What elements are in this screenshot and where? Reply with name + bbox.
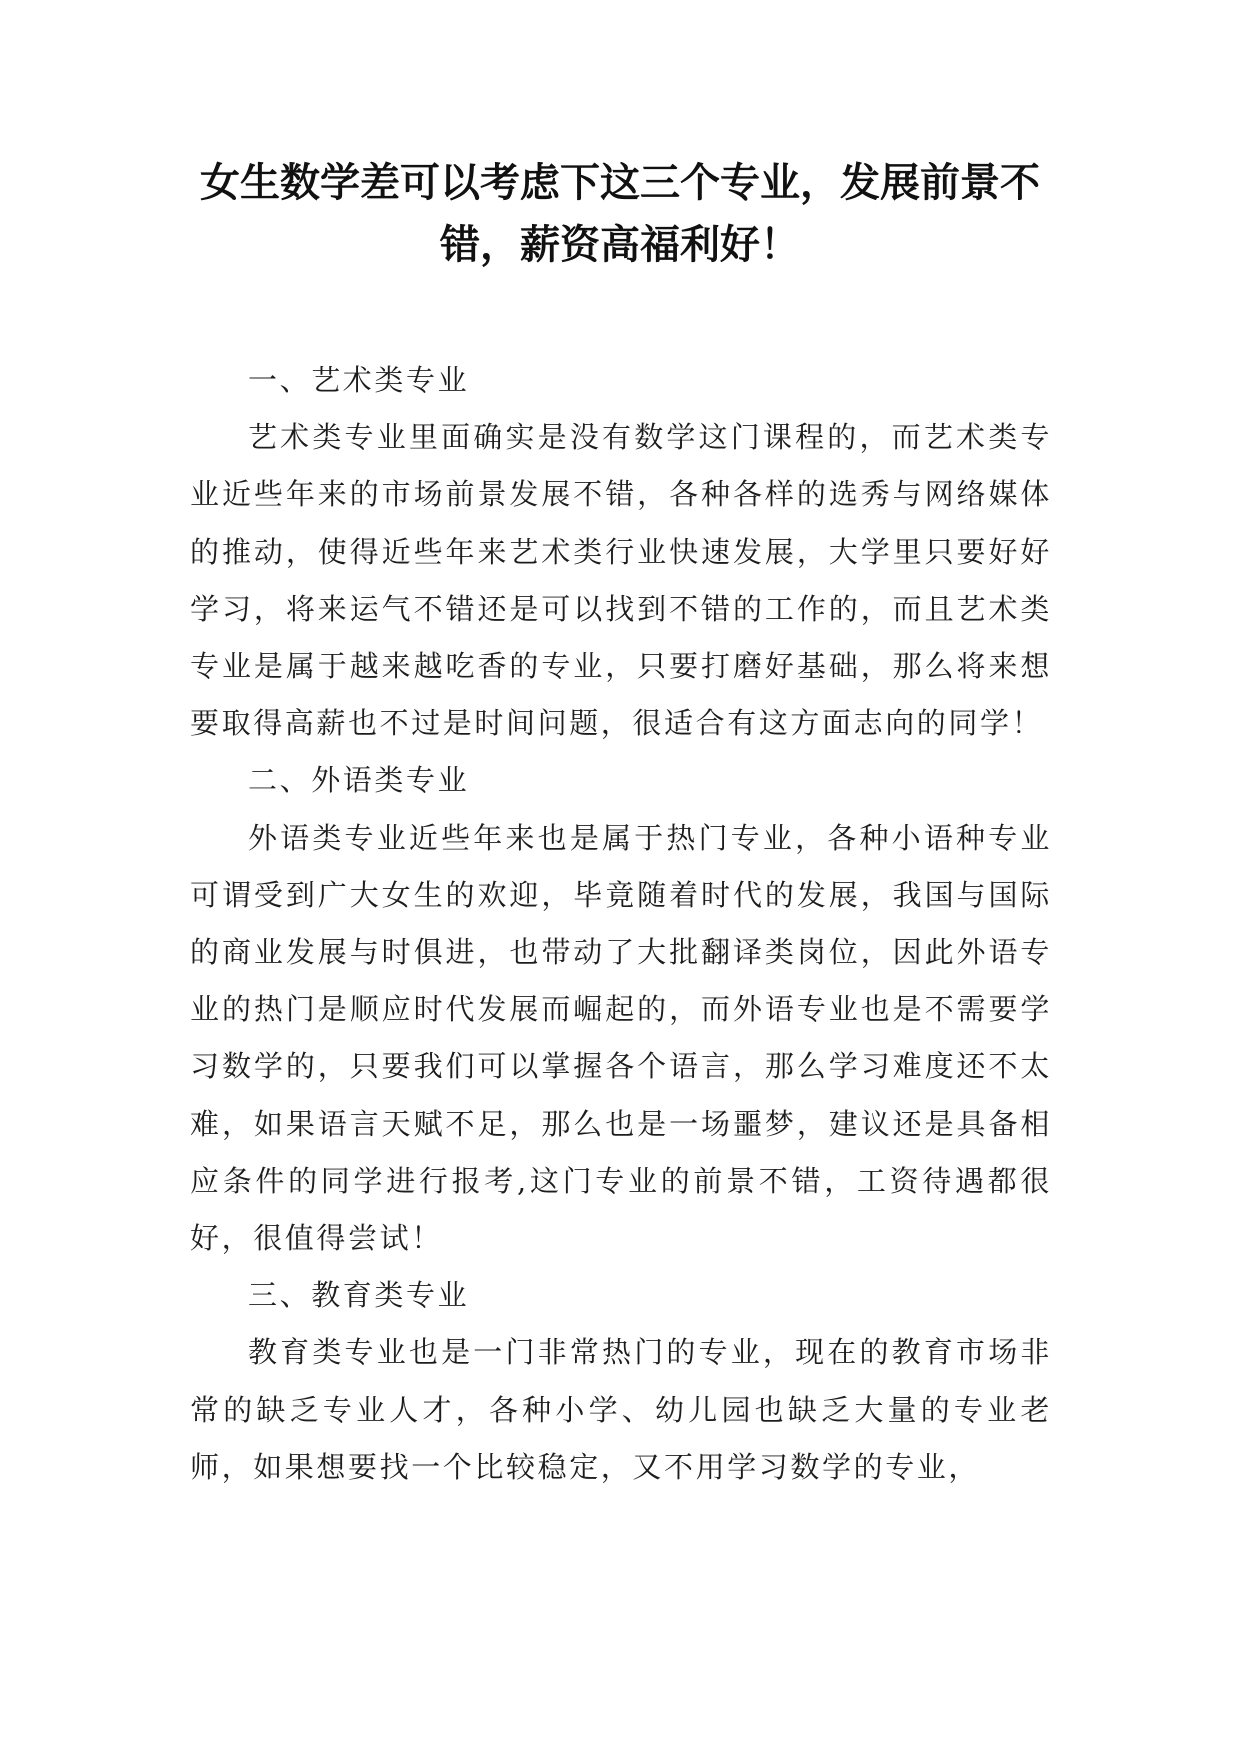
document-body	[190, 352, 1052, 1496]
section-heading: 二、外语类专业	[248, 763, 470, 798]
section-heading: 三、教育类专业	[248, 1278, 470, 1313]
document-title: 女生数学差可以考虑下这三个专业，发展前景不错，薪资高福利好！	[200, 160, 1040, 268]
section-heading: 一、艺术类专业	[248, 363, 470, 397]
section-paragraph: 艺术类专业里面确实是没有数学这门课程的，而艺术类专业近些年来的市场前景发展不错，各种各样的选秀与网络媒体的推动，使得近些年来艺术类行业快速发展，大学里只要好好学习，将来运气不错还是可以找到不错的工作的，而且艺术类专业是属于越来越吃香的专业，只要打磨好基础，那么将来想要取得高薪也不过是时间问题，很适合有这方面志向的同学！	[190, 420, 1052, 741]
section-paragraph: 教育类专业也是一门非常热门的专业，现在的教育市场非常的缺乏专业人才，各种小学、幼儿园也缺乏大量的专业老师，如果想要找一个比较稳定，又不用学习数学的专业，	[190, 1335, 1052, 1484]
section-paragraph: 外语类专业近些年来也是属于热门专业，各种小语种专业可谓受到广大女生的欢迎，毕竟随着时代的发展，我国与国际的商业发展与时俱进，也带动了大批翻译类岗位，因此外语专业的热门是顺应时代发展而崛起的，而外语专业也是不需要学习数学的，只要我们可以掌握各个语言，那么学习难度还不太难，如果语言天赋不足，那么也是一场噩梦，建议还是具备相应条件的同学进行报考,这门专业的前景不错，工资待遇都很好，很值得尝试！	[190, 820, 1052, 1256]
